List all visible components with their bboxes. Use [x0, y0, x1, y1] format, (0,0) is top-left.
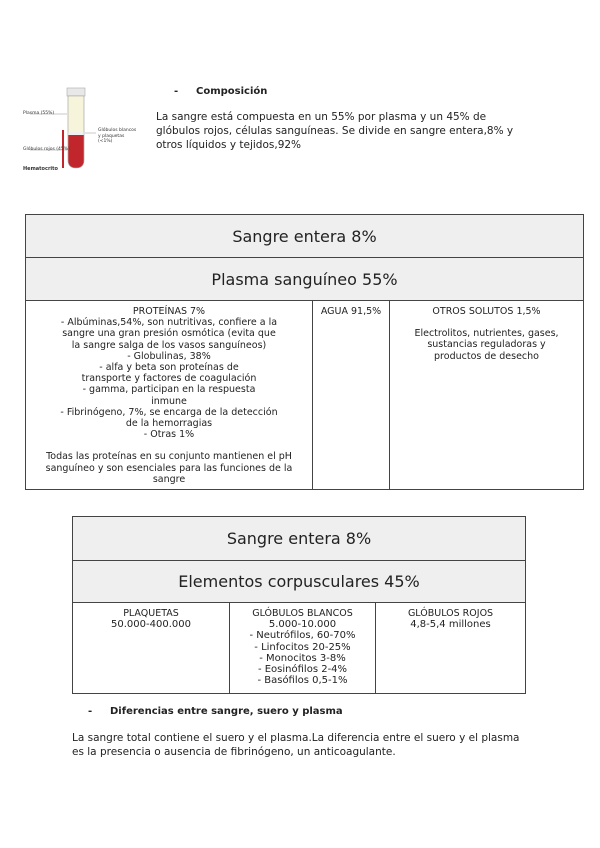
proteins-cell: PROTEÍNAS 7% - Albúminas,54%, son nutritivas, confiere a la sangre una gran presión osmótica (evita que la sangre salga de los vasos sanguíneos) - Globulinas, 38% - alfa y beta son proteínas de transporte y factores de coagulación - gamma, participan en la respuesta inmune - Fibrinógeno, 7%, se encarga de la detección de la hemorragias - Otras 1% Todas las proteínas en su conjunto mantienen el pH sanguíneo y son esenciales para las funciones de la sangre — [26, 301, 313, 490]
proteins-title: PROTEÍNAS 7% — [132, 306, 206, 317]
white-cells-cell: GLÓBULOS BLANCOS 5.000-10.000 - Neutrófilos, 60-70% - Linfocitos 20-25% - Monocitos 3-8% - Eosinófilos 2-4% - Basófilos 0,5-1% — [230, 603, 376, 694]
plasma-table-whole-blood-header: Sangre entera 8% — [26, 215, 584, 258]
differences-paragraph: La sangre total contiene el suero y el plasma.La diferencia entre el suero y el plasma es la presencia o ausencia de fibrinógeno, un anticoagulante. — [72, 732, 520, 758]
tube-label-plasma: Plasma (55%) — [23, 111, 55, 116]
white-cells-title: GLÓBULOS BLANCOS — [252, 608, 353, 619]
plasma-table-plasma-header: Plasma sanguíneo 55% — [26, 258, 584, 301]
corpuscular-table-whole-blood-header: Sangre entera 8% — [73, 517, 526, 561]
section-heading-diferencias: - Diferencias entre sangre, suero y plasma — [88, 706, 343, 717]
blood-tube-figure — [20, 84, 150, 176]
platelets-title: PLAQUETAS — [123, 608, 179, 619]
red-cells-cell: GLÓBULOS ROJOS 4,8-5,4 millones — [376, 603, 526, 694]
section-heading-composicion: - Composición — [174, 86, 268, 97]
platelets-cell: PLAQUETAS 50.000-400.000 — [73, 603, 230, 694]
water-title: AGUA 91,5% — [320, 306, 382, 317]
corpuscular-table-elements-header: Elementos corpusculares 45% — [73, 561, 526, 603]
red-cells-title: GLÓBULOS ROJOS — [407, 608, 494, 619]
tube-label-cells: Glóbulos rojos (45%) — [23, 147, 70, 152]
tube-label-buffy: Glóbulos blancos y plaquetas (<1%) — [98, 128, 137, 144]
water-cell — [313, 301, 390, 490]
plasma-table — [25, 214, 584, 490]
composition-paragraph: La sangre está compuesta en un 55% por plasma y un 45% de glóbulos rojos, células sanguíneas. Se divide en sangre entera,8% y otros líquidos y tejidos,92% — [156, 111, 514, 151]
solutes-title: OTROS SOLUTOS 1,5% — [432, 306, 541, 317]
tube-label-hematocrit: Hematocrito — [23, 166, 58, 172]
corpuscular-table — [72, 516, 526, 694]
solutes-cell: OTROS SOLUTOS 1,5% Electrolitos, nutrientes, gases, sustancias reguladoras y productos de desecho — [390, 301, 584, 490]
